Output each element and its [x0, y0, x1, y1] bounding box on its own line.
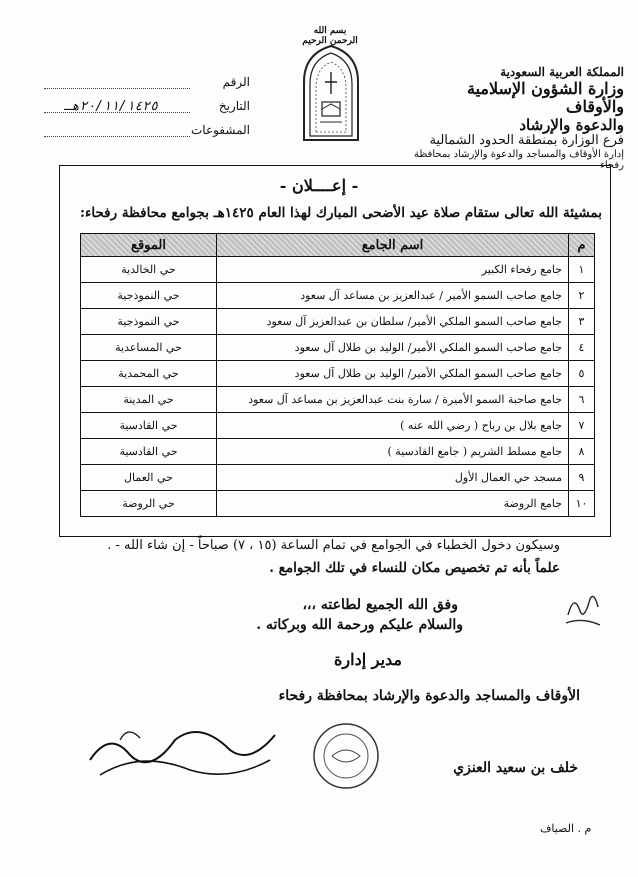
signature-organization: الأوقاف والمساجد والدعوة والإرشاد بمحافظة رفحاء — [278, 688, 580, 704]
mosques-table — [80, 233, 595, 517]
row-number: ١٠ — [569, 491, 595, 517]
field-value-line — [44, 100, 190, 113]
row-number: ٩ — [569, 465, 595, 491]
women-space-note: علماً بأنه تم تخصيص مكان للنساء في تلك الجوامع . — [269, 560, 560, 576]
closing-prayer: وفق الله الجميع لطاعته ،،، — [302, 597, 458, 613]
official-stamp-icon — [310, 720, 382, 792]
ministry-emblem-icon — [298, 42, 364, 142]
basmala-calligraphy: بسم الله الرحمن الرحيم — [302, 26, 358, 46]
field-label: التاريخ — [218, 99, 250, 113]
reference-number-row — [40, 70, 250, 94]
row-number: ٥ — [569, 361, 595, 387]
handwritten-signature-icon — [80, 720, 280, 790]
date-value: ٢٠/١١/١٤٢٥هـ — [64, 98, 158, 114]
mosque-location: حي الخالدية — [81, 257, 217, 283]
table-row — [81, 257, 595, 283]
attachments-row — [40, 118, 250, 142]
mosque-location: حي المساعدية — [81, 335, 217, 361]
mosque-location: حي القادسية — [81, 439, 217, 465]
field-label: الرقم — [222, 75, 250, 89]
mosque-name: جامع مسلط الشريم ( جامع القادسية ) — [217, 439, 569, 465]
date-row — [40, 94, 250, 118]
row-number: ١ — [569, 257, 595, 283]
row-number: ٧ — [569, 413, 595, 439]
mosque-name: جامع صاحب السمو الملكي الأمير/ الوليد بن طلال آل سعود — [217, 361, 569, 387]
table-row — [81, 309, 595, 335]
mosque-location: حي النموذجية — [81, 309, 217, 335]
mosque-name: جامع صاحب السمو الملكي الأمير/ الوليد بن طلال آل سعود — [217, 335, 569, 361]
row-number: ٦ — [569, 387, 595, 413]
signature-title: مدير إدارة — [334, 650, 402, 669]
ministry-letterhead — [404, 66, 624, 172]
table-row — [81, 283, 595, 309]
mosque-location: حي المحمدية — [81, 361, 217, 387]
table-row — [81, 491, 595, 517]
letterhead-line: فرع الوزارة بمنطقة الحدود الشمالية — [429, 132, 624, 148]
field-value-line — [44, 76, 190, 89]
handwritten-initials-icon — [560, 585, 605, 630]
notice-subtitle: بمشيئة الله تعالى ستقام صلاة عيد الأضحى المبارك لهذا العام ١٤٢٥هـ بجوامع محافظة رفحاء: — [80, 205, 602, 221]
letterhead-line: المملكة العربية السعودية — [500, 65, 624, 79]
closing-greeting: والسلام عليكم ورحمة الله وبركاته . — [256, 617, 463, 633]
header-mosque: اسم الجامع — [217, 234, 569, 257]
mosque-location: حي الروضة — [81, 491, 217, 517]
table-row — [81, 361, 595, 387]
mosque-location: حي القادسية — [81, 413, 217, 439]
signatory-name: خلف بن سعيد العنزي — [453, 760, 578, 776]
mosque-name: جامع رفحاء الكبير — [217, 257, 569, 283]
mosque-location: حي النموذجية — [81, 283, 217, 309]
row-number: ٣ — [569, 309, 595, 335]
mosque-name: جامع صاحب السمو الأمير / عبدالعزيز بن مساعد آل سعود — [217, 283, 569, 309]
letterhead-line: وزارة الشؤون الإسلامية والأوقاف — [467, 78, 624, 117]
reference-fields — [40, 70, 250, 142]
table-header-row — [81, 234, 595, 257]
mosque-name: مسجد حي العمال الأول — [217, 465, 569, 491]
header-location: الموقع — [81, 234, 217, 257]
table-row — [81, 439, 595, 465]
table-row — [81, 335, 595, 361]
row-number: ٨ — [569, 439, 595, 465]
notice-title: - إعــــلان - — [279, 176, 359, 195]
footer-reference: م . الصياف — [540, 822, 592, 835]
preachers-time-note: وسيكون دخول الخطباء في الجوامع في تمام الساعة (١٥ ، ٧) صباحاً - إن شاء الله - . — [107, 538, 560, 553]
row-number: ٢ — [569, 283, 595, 309]
mosque-location: حي العمال — [81, 465, 217, 491]
table-row — [81, 387, 595, 413]
table-row — [81, 465, 595, 491]
field-label: المشفوعات — [190, 123, 250, 137]
field-value-line — [44, 124, 190, 137]
letterhead-line: إدارة الأوقاف والمساجد والدعوة والإرشاد بمحافظة رفحاء — [413, 148, 624, 172]
mosque-name: جامع بلال بن رباح ( رضي الله عنه ) — [217, 413, 569, 439]
mosque-name: جامع الروضة — [217, 491, 569, 517]
table-row — [81, 413, 595, 439]
mosque-name: جامع صاحب السمو الملكي الأمير/ سلطان بن عبدالعزيز آل سعود — [217, 309, 569, 335]
letterhead-line: والدعوة والإرشاد — [519, 115, 624, 134]
row-number: ٤ — [569, 335, 595, 361]
mosque-location: حي المدينة — [81, 387, 217, 413]
mosque-name: جامع صاحبة السمو الأميرة / سارة بنت عبدالعزيز بن مساعد آل سعود — [217, 387, 569, 413]
header-num: م — [569, 234, 595, 257]
